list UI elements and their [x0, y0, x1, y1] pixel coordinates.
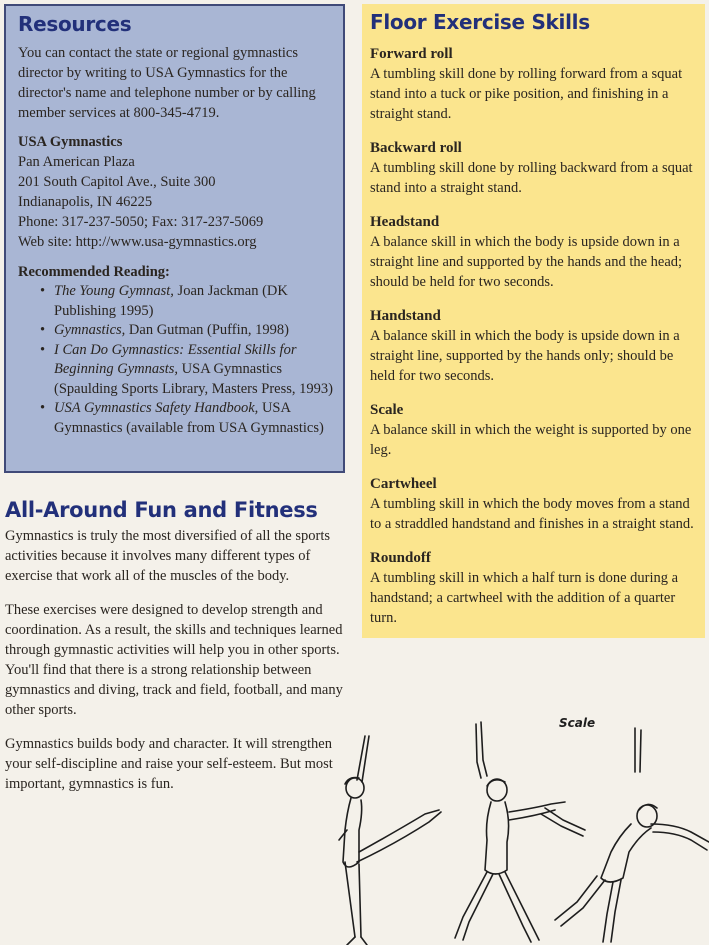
- reading-heading: Recommended Reading:: [18, 264, 170, 280]
- skill-name: Forward roll: [370, 46, 453, 62]
- resources-heading: Resources: [18, 12, 132, 36]
- book-details: Joan Jackman (DK Publishing 1995): [54, 283, 288, 319]
- skill-description: A balance skill in which the weight is supported by one leg.: [370, 422, 692, 458]
- gymnast-figure: [455, 722, 565, 942]
- skill-description: A tumbling skill done by rolling forward from a squat stand into a tuck or pike position, and finishing in a straight stand.: [370, 66, 683, 122]
- skill-entry: [370, 212, 695, 292]
- skill-entry: [370, 44, 695, 124]
- reading-item: [40, 399, 333, 438]
- resources-intro: You can contact the state or regional gymnastics director by writing to USA Gymnastics for the director's name and telephone number or by calling member services at 800-345-4719.: [18, 45, 316, 121]
- skill-description: A tumbling skill in which a half turn is done during a handstand; a cartwheel with the addition of a quarter turn.: [370, 570, 679, 626]
- reading-item: [40, 341, 333, 400]
- gymnast-figure: [339, 736, 441, 945]
- skill-name: Scale: [370, 402, 404, 418]
- skill-name: Cartwheel: [370, 476, 437, 492]
- floor-skills-heading: Floor Exercise Skills: [370, 10, 590, 34]
- book-details: Dan Gutman (Puffin, 1998): [125, 322, 289, 338]
- fitness-paragraph: Gymnastics is truly the most diversified of all the sports activities because it involves many different types of exercise that work all of the muscles of the body.: [5, 528, 330, 584]
- org-name: USA Gymnastics: [18, 134, 123, 150]
- skill-entry: [370, 138, 695, 198]
- book-title: Gymnastics,: [54, 322, 126, 338]
- illustration-caption: Scale: [559, 716, 596, 730]
- skill-description: A tumbling skill done by rolling backward from a squat stand into a straight stand.: [370, 160, 693, 196]
- fitness-paragraph: Gymnastics builds body and character. It will strengthen your self-discipline and raise your self-esteem. But most important, gymnastics is fun.: [5, 736, 333, 792]
- skill-description: A tumbling skill in which the body moves from a stand to a straddled handstand and finishes in a straight stand.: [370, 496, 694, 532]
- skill-entry: [370, 306, 695, 386]
- fitness-paragraph: These exercises were designed to develop strength and coordination. As a result, the skills and techniques learned through gymnastic activities will help you in other sports. You'll find that there is a strong relationship between gymnastics and diving, track and field, football, and many other sports.: [5, 602, 343, 718]
- book-details: USA Gymnastics (Spaulding Sports Library, Masters Press, 1993): [54, 361, 333, 397]
- skill-name: Backward roll: [370, 140, 462, 156]
- address-line: Indianapolis, IN 46225: [18, 194, 153, 210]
- address-line: Pan American Plaza: [18, 154, 135, 170]
- reading-list: [18, 282, 333, 438]
- skill-entry: [370, 400, 695, 460]
- reading-item: [40, 321, 333, 341]
- website-line: Web site: http://www.usa-gymnastics.org: [18, 234, 257, 250]
- skill-description: A balance skill in which the body is upside down in a straight line and supported by the hands and the head; should be held for two seconds.: [370, 234, 683, 290]
- skill-name: Roundoff: [370, 550, 431, 566]
- reading-item: [40, 282, 333, 321]
- skill-name: Handstand: [370, 308, 441, 324]
- skill-name: Headstand: [370, 214, 440, 230]
- phone-fax-line: Phone: 317-237-5050; Fax: 317-237-5069: [18, 214, 264, 230]
- skill-description: A balance skill in which the body is upside down in a straight line, supported by the hands only; should be held for two seconds.: [370, 328, 680, 384]
- book-details: USA Gymnastics (available from USA Gymnastics): [54, 400, 324, 436]
- fitness-section: [5, 498, 345, 808]
- skill-entry: [370, 548, 695, 628]
- floor-skills-box: [362, 4, 705, 638]
- book-title: I Can Do Gymnastics: Essential Skills for Beginning Gymnasts,: [54, 341, 297, 377]
- resources-box: [4, 4, 345, 473]
- gymnasts-scale-illustration: [335, 712, 709, 945]
- fitness-heading: All-Around Fun and Fitness: [5, 498, 318, 522]
- skill-entry: [370, 474, 695, 534]
- book-title: USA Gymnastics Safety Handbook,: [54, 400, 259, 416]
- gymnast-figure: [541, 728, 709, 942]
- book-title: The Young Gymnast,: [54, 283, 174, 299]
- address-line: 201 South Capitol Ave., Suite 300: [18, 174, 216, 190]
